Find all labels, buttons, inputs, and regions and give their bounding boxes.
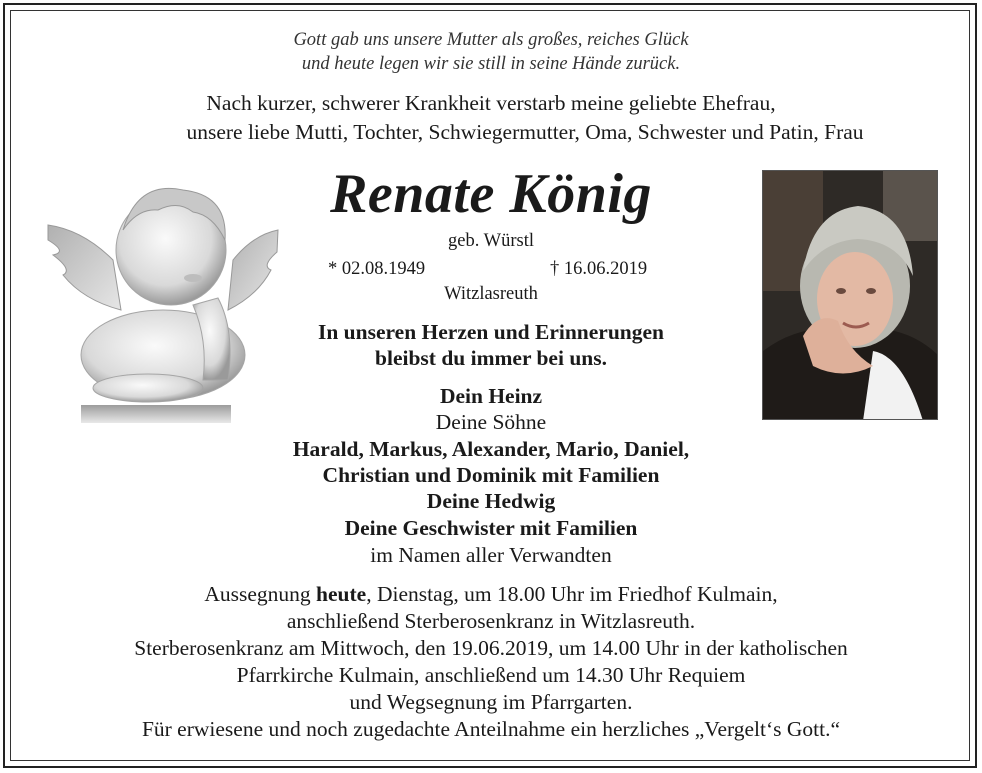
- portrait-photo: [762, 170, 938, 420]
- mourner-hedwig: Deine Hedwig: [426, 489, 556, 513]
- service-line-2: anschließend Sterberosenkranz in Witzlasreuth.: [286, 609, 696, 633]
- intro-line-2: unsere liebe Mutti, Tochter, Schwiegermutter, Oma, Schwester und Patin, Frau: [186, 120, 864, 144]
- service-line-4: Pfarrkirche Kulmain, anschließend um 14.30 Uhr Requiem: [236, 663, 746, 687]
- mourner-husband: Dein Heinz: [439, 384, 543, 408]
- verse-line-2: bleibst du immer bei uns.: [375, 346, 607, 370]
- residence: Witzlasreuth: [444, 284, 538, 304]
- mourner-siblings: Deine Geschwister mit Familien: [344, 516, 638, 540]
- mourner-sons-1: Harald, Markus, Alexander, Mario, Daniel,: [292, 437, 690, 461]
- motto-line-1: Gott gab uns unsere Mutter als großes, reiches Glück: [293, 30, 689, 50]
- mourner-relatives: im Namen aller Verwandten: [370, 543, 612, 567]
- death-date: † 16.06.2019: [550, 259, 648, 279]
- maiden-name: geb. Würstl: [448, 231, 534, 251]
- motto-line-2: und heute legen wir sie still in seine Hände zurück.: [301, 54, 681, 74]
- angel-figurine-image: [43, 170, 283, 430]
- service-line-6: Für erwiesene und noch zugedachte Anteilnahme ein herzliches „Vergelt‘s Gott.“: [141, 717, 841, 741]
- service-line-5: und Wegsegnung im Pfarrgarten.: [349, 690, 633, 714]
- birth-date: * 02.08.1949: [328, 259, 426, 279]
- deceased-name: Renate König: [330, 163, 652, 225]
- intro-line-1: Nach kurzer, schwerer Krankheit verstarb meine geliebte Ehefrau,: [206, 91, 776, 115]
- service-line-1: Aussegnung heute, Dienstag, um 18.00 Uhr im Friedhof Kulmain,: [204, 582, 778, 606]
- mourner-sons-label: Deine Söhne: [435, 410, 547, 434]
- verse-line-1: In unseren Herzen und Erinnerungen: [317, 320, 665, 344]
- mourner-sons-2: Christian und Dominik mit Familien: [322, 463, 660, 487]
- service-line-3: Sterberosenkranz am Mittwoch, den 19.06.2019, um 14.00 Uhr in der katholischen: [134, 636, 848, 660]
